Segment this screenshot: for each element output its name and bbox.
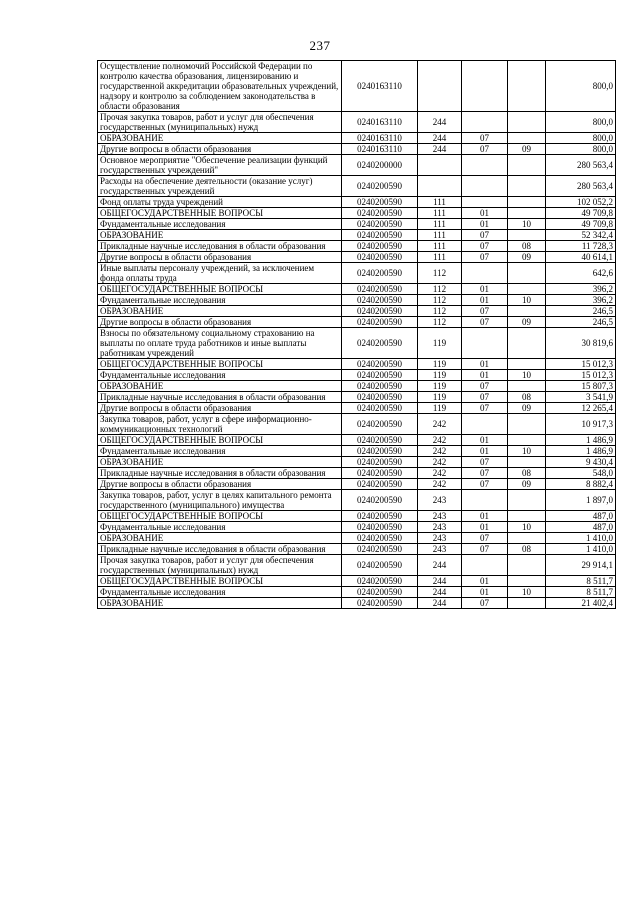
target-article-cell: 0240200590 xyxy=(342,479,418,490)
row-name-cell: ОБЩЕГОСУДАРСТВЕННЫЕ ВОПРОСЫ xyxy=(98,284,342,295)
target-article-cell: 0240200590 xyxy=(342,370,418,381)
amount-cell: 9 430,4 xyxy=(546,457,616,468)
target-article-cell: 0240163110 xyxy=(342,61,418,112)
subsection-cell xyxy=(508,284,546,295)
row-name-cell: Прикладные научные исследования в области образования xyxy=(98,241,342,252)
table-row xyxy=(98,435,616,446)
table-row xyxy=(98,241,616,252)
subsection-cell: 10 xyxy=(508,446,546,457)
table-row xyxy=(98,219,616,230)
row-name-cell: Расходы на обеспечение деятельности (оказание услуг) государственных учреждений xyxy=(98,176,342,197)
subsection-cell xyxy=(508,381,546,392)
amount-cell: 12 265,4 xyxy=(546,403,616,414)
row-name-cell: Фонд оплаты труда учреждений xyxy=(98,197,342,208)
target-article-cell: 0240200590 xyxy=(342,328,418,359)
row-name-cell: ОБРАЗОВАНИЕ xyxy=(98,457,342,468)
row-name-cell: Осуществление полномочий Российской Федерации по контролю качества образования, лицензированию и государственной аккредитации образовательных учреждений, надзору и контролю за соблюдением законодательства в области образования xyxy=(98,61,342,112)
expense-type-cell: 119 xyxy=(418,370,462,381)
target-article-cell: 0240200590 xyxy=(342,435,418,446)
section-cell: 07 xyxy=(462,392,508,403)
row-name-cell: Фундаментальные исследования xyxy=(98,446,342,457)
subsection-cell xyxy=(508,197,546,208)
expense-type-cell: 242 xyxy=(418,468,462,479)
target-article-cell: 0240200590 xyxy=(342,522,418,533)
table-row xyxy=(98,284,616,295)
expense-type-cell: 243 xyxy=(418,490,462,511)
subsection-cell xyxy=(508,230,546,241)
table-row xyxy=(98,306,616,317)
amount-cell: 487,0 xyxy=(546,522,616,533)
row-name-cell: Другие вопросы в области образования xyxy=(98,403,342,414)
table-row xyxy=(98,317,616,328)
expense-type-cell: 119 xyxy=(418,328,462,359)
section-cell: 01 xyxy=(462,359,508,370)
target-article-cell: 0240200590 xyxy=(342,587,418,598)
subsection-cell xyxy=(508,414,546,435)
amount-cell: 21 402,4 xyxy=(546,598,616,609)
amount-cell: 246,5 xyxy=(546,306,616,317)
expense-type-cell: 112 xyxy=(418,306,462,317)
subsection-cell: 08 xyxy=(508,241,546,252)
table-row xyxy=(98,197,616,208)
expense-type-cell xyxy=(418,176,462,197)
section-cell: 07 xyxy=(462,306,508,317)
amount-cell: 280 563,4 xyxy=(546,155,616,176)
expense-type-cell: 243 xyxy=(418,522,462,533)
table-row xyxy=(98,359,616,370)
table-row xyxy=(98,230,616,241)
amount-cell: 800,0 xyxy=(546,112,616,133)
subsection-cell: 08 xyxy=(508,544,546,555)
row-name-cell: Другие вопросы в области образования xyxy=(98,144,342,155)
target-article-cell: 0240200590 xyxy=(342,208,418,219)
section-cell: 07 xyxy=(462,252,508,263)
row-name-cell: ОБЩЕГОСУДАРСТВЕННЫЕ ВОПРОСЫ xyxy=(98,435,342,446)
expense-type-cell: 244 xyxy=(418,144,462,155)
expense-type-cell: 111 xyxy=(418,230,462,241)
expense-type-cell: 243 xyxy=(418,533,462,544)
amount-cell: 8 511,7 xyxy=(546,576,616,587)
subsection-cell xyxy=(508,555,546,576)
subsection-cell xyxy=(508,533,546,544)
amount-cell: 15 012,3 xyxy=(546,359,616,370)
section-cell: 01 xyxy=(462,522,508,533)
expense-type-cell: 119 xyxy=(418,392,462,403)
subsection-cell: 09 xyxy=(508,144,546,155)
expense-type-cell: 112 xyxy=(418,295,462,306)
amount-cell: 8 511,7 xyxy=(546,587,616,598)
subsection-cell xyxy=(508,328,546,359)
section-cell xyxy=(462,61,508,112)
subsection-cell: 08 xyxy=(508,392,546,403)
expense-type-cell: 111 xyxy=(418,197,462,208)
amount-cell: 548,0 xyxy=(546,468,616,479)
table-row xyxy=(98,133,616,144)
row-name-cell: ОБЩЕГОСУДАРСТВЕННЫЕ ВОПРОСЫ xyxy=(98,511,342,522)
amount-cell: 1 897,0 xyxy=(546,490,616,511)
row-name-cell: ОБЩЕГОСУДАРСТВЕННЫЕ ВОПРОСЫ xyxy=(98,576,342,587)
amount-cell: 102 052,2 xyxy=(546,197,616,208)
row-name-cell: Фундаментальные исследования xyxy=(98,587,342,598)
amount-cell: 29 914,1 xyxy=(546,555,616,576)
table-row xyxy=(98,381,616,392)
amount-cell: 642,6 xyxy=(546,263,616,284)
table-row xyxy=(98,176,616,197)
table-row xyxy=(98,576,616,587)
subsection-cell xyxy=(508,457,546,468)
section-cell: 07 xyxy=(462,544,508,555)
table-row xyxy=(98,544,616,555)
table-row xyxy=(98,263,616,284)
expense-type-cell xyxy=(418,155,462,176)
table-row xyxy=(98,457,616,468)
expense-type-cell: 242 xyxy=(418,414,462,435)
section-cell xyxy=(462,176,508,197)
subsection-cell xyxy=(508,576,546,587)
target-article-cell: 0240163110 xyxy=(342,144,418,155)
amount-cell: 246,5 xyxy=(546,317,616,328)
section-cell: 07 xyxy=(462,230,508,241)
row-name-cell: Основное мероприятие "Обеспечение реализации функций государственных учреждений" xyxy=(98,155,342,176)
subsection-cell: 10 xyxy=(508,522,546,533)
amount-cell: 49 709,8 xyxy=(546,208,616,219)
expense-type-cell xyxy=(418,61,462,112)
table-row xyxy=(98,533,616,544)
table-row xyxy=(98,252,616,263)
row-name-cell: Взносы по обязательному социальному страхованию на выплаты по оплате труда работников и иные выплаты работникам учреждений xyxy=(98,328,342,359)
subsection-cell xyxy=(508,598,546,609)
target-article-cell: 0240200590 xyxy=(342,555,418,576)
table-row xyxy=(98,490,616,511)
section-cell: 01 xyxy=(462,576,508,587)
row-name-cell: Фундаментальные исследования xyxy=(98,219,342,230)
row-name-cell: Фундаментальные исследования xyxy=(98,295,342,306)
target-article-cell: 0240200590 xyxy=(342,490,418,511)
section-cell: 01 xyxy=(462,435,508,446)
target-article-cell: 0240200590 xyxy=(342,457,418,468)
amount-cell: 1 410,0 xyxy=(546,544,616,555)
row-name-cell: Прикладные научные исследования в области образования xyxy=(98,544,342,555)
section-cell: 01 xyxy=(462,370,508,381)
expense-type-cell: 112 xyxy=(418,284,462,295)
subsection-cell: 10 xyxy=(508,370,546,381)
target-article-cell: 0240200590 xyxy=(342,359,418,370)
subsection-cell xyxy=(508,511,546,522)
amount-cell: 800,0 xyxy=(546,144,616,155)
table-row xyxy=(98,370,616,381)
table-row xyxy=(98,446,616,457)
subsection-cell xyxy=(508,263,546,284)
target-article-cell: 0240163110 xyxy=(342,133,418,144)
table-row xyxy=(98,414,616,435)
target-article-cell: 0240200590 xyxy=(342,576,418,587)
section-cell xyxy=(462,490,508,511)
table-row xyxy=(98,61,616,112)
section-cell: 07 xyxy=(462,403,508,414)
amount-cell: 487,0 xyxy=(546,511,616,522)
expense-type-cell: 244 xyxy=(418,587,462,598)
section-cell xyxy=(462,328,508,359)
expense-type-cell: 242 xyxy=(418,479,462,490)
subsection-cell: 09 xyxy=(508,479,546,490)
section-cell: 01 xyxy=(462,208,508,219)
target-article-cell: 0240200590 xyxy=(342,306,418,317)
expense-type-cell: 244 xyxy=(418,598,462,609)
subsection-cell xyxy=(508,176,546,197)
subsection-cell: 10 xyxy=(508,295,546,306)
target-article-cell: 0240200590 xyxy=(342,403,418,414)
table-row xyxy=(98,392,616,403)
subsection-cell xyxy=(508,133,546,144)
table-row xyxy=(98,468,616,479)
section-cell: 01 xyxy=(462,511,508,522)
row-name-cell: ОБЩЕГОСУДАРСТВЕННЫЕ ВОПРОСЫ xyxy=(98,359,342,370)
table-row xyxy=(98,112,616,133)
section-cell: 07 xyxy=(462,241,508,252)
section-cell xyxy=(462,197,508,208)
target-article-cell: 0240200590 xyxy=(342,197,418,208)
subsection-cell: 08 xyxy=(508,468,546,479)
target-article-cell: 0240200590 xyxy=(342,544,418,555)
expense-type-cell: 244 xyxy=(418,576,462,587)
amount-cell: 30 819,6 xyxy=(546,328,616,359)
target-article-cell: 0240200590 xyxy=(342,230,418,241)
section-cell: 07 xyxy=(462,533,508,544)
row-name-cell: Прикладные научные исследования в области образования xyxy=(98,392,342,403)
expense-type-cell: 119 xyxy=(418,359,462,370)
amount-cell: 396,2 xyxy=(546,284,616,295)
amount-cell: 280 563,4 xyxy=(546,176,616,197)
row-name-cell: Прочая закупка товаров, работ и услуг для обеспечения государственных (муниципальных) нужд xyxy=(98,555,342,576)
section-cell: 07 xyxy=(462,479,508,490)
row-name-cell: ОБРАЗОВАНИЕ xyxy=(98,230,342,241)
table-row xyxy=(98,511,616,522)
subsection-cell xyxy=(508,112,546,133)
row-name-cell: Закупка товаров, работ, услуг в сфере информационно-коммуникационных технологий xyxy=(98,414,342,435)
expense-type-cell: 111 xyxy=(418,208,462,219)
subsection-cell xyxy=(508,359,546,370)
row-name-cell: Фундаментальные исследования xyxy=(98,370,342,381)
amount-cell: 11 728,3 xyxy=(546,241,616,252)
row-name-cell: ОБЩЕГОСУДАРСТВЕННЫЕ ВОПРОСЫ xyxy=(98,208,342,219)
target-article-cell: 0240163110 xyxy=(342,112,418,133)
subsection-cell xyxy=(508,490,546,511)
amount-cell: 49 709,8 xyxy=(546,219,616,230)
section-cell: 01 xyxy=(462,284,508,295)
section-cell xyxy=(462,414,508,435)
amount-cell: 800,0 xyxy=(546,61,616,112)
section-cell: 01 xyxy=(462,295,508,306)
expense-type-cell: 244 xyxy=(418,555,462,576)
expense-type-cell: 112 xyxy=(418,263,462,284)
row-name-cell: ОБРАЗОВАНИЕ xyxy=(98,598,342,609)
amount-cell: 8 882,4 xyxy=(546,479,616,490)
subsection-cell xyxy=(508,61,546,112)
section-cell: 07 xyxy=(462,133,508,144)
target-article-cell: 0240200590 xyxy=(342,533,418,544)
row-name-cell: Фундаментальные исследования xyxy=(98,522,342,533)
amount-cell: 396,2 xyxy=(546,295,616,306)
table-row xyxy=(98,587,616,598)
section-cell: 07 xyxy=(462,457,508,468)
section-cell: 07 xyxy=(462,468,508,479)
table-row xyxy=(98,295,616,306)
target-article-cell: 0240200590 xyxy=(342,381,418,392)
section-cell: 01 xyxy=(462,219,508,230)
table-row xyxy=(98,522,616,533)
section-cell: 01 xyxy=(462,446,508,457)
expense-type-cell: 243 xyxy=(418,511,462,522)
row-name-cell: Прикладные научные исследования в области образования xyxy=(98,468,342,479)
section-cell: 07 xyxy=(462,144,508,155)
expense-type-cell: 243 xyxy=(418,544,462,555)
amount-cell: 3 541,9 xyxy=(546,392,616,403)
target-article-cell: 0240200590 xyxy=(342,468,418,479)
subsection-cell: 09 xyxy=(508,252,546,263)
table-row xyxy=(98,155,616,176)
expense-type-cell: 119 xyxy=(418,381,462,392)
target-article-cell: 0240200000 xyxy=(342,155,418,176)
subsection-cell: 10 xyxy=(508,219,546,230)
expense-type-cell: 119 xyxy=(418,403,462,414)
table-row xyxy=(98,555,616,576)
page-number: 237 xyxy=(309,38,331,53)
row-name-cell: ОБРАЗОВАНИЕ xyxy=(98,133,342,144)
subsection-cell: 10 xyxy=(508,587,546,598)
amount-cell: 1 486,9 xyxy=(546,446,616,457)
table-row xyxy=(98,403,616,414)
row-name-cell: Закупка товаров, работ, услуг в целях капитального ремонта государственного (муниципального) имущества xyxy=(98,490,342,511)
subsection-cell xyxy=(508,155,546,176)
row-name-cell: Иные выплаты персоналу учреждений, за исключением фонда оплаты труда xyxy=(98,263,342,284)
section-cell: 07 xyxy=(462,317,508,328)
target-article-cell: 0240200590 xyxy=(342,219,418,230)
expense-type-cell: 111 xyxy=(418,219,462,230)
table-row xyxy=(98,328,616,359)
target-article-cell: 0240200590 xyxy=(342,263,418,284)
amount-cell: 15 807,3 xyxy=(546,381,616,392)
expense-type-cell: 242 xyxy=(418,457,462,468)
row-name-cell: ОБРАЗОВАНИЕ xyxy=(98,306,342,317)
row-name-cell: Прочая закупка товаров, работ и услуг для обеспечения государственных (муниципальных) нужд xyxy=(98,112,342,133)
table-row xyxy=(98,479,616,490)
amount-cell: 1 410,0 xyxy=(546,533,616,544)
target-article-cell: 0240200590 xyxy=(342,446,418,457)
section-cell xyxy=(462,112,508,133)
table-row xyxy=(98,144,616,155)
target-article-cell: 0240200590 xyxy=(342,511,418,522)
subsection-cell: 09 xyxy=(508,317,546,328)
target-article-cell: 0240200590 xyxy=(342,241,418,252)
row-name-cell: ОБРАЗОВАНИЕ xyxy=(98,381,342,392)
expense-type-cell: 244 xyxy=(418,133,462,144)
row-name-cell: ОБРАЗОВАНИЕ xyxy=(98,533,342,544)
table-row xyxy=(98,598,616,609)
target-article-cell: 0240200590 xyxy=(342,295,418,306)
expense-type-cell: 244 xyxy=(418,112,462,133)
subsection-cell xyxy=(508,435,546,446)
table-row xyxy=(98,208,616,219)
target-article-cell: 0240200590 xyxy=(342,176,418,197)
section-cell xyxy=(462,263,508,284)
section-cell: 07 xyxy=(462,381,508,392)
amount-cell: 15 012,3 xyxy=(546,370,616,381)
amount-cell: 1 486,9 xyxy=(546,435,616,446)
budget-table xyxy=(97,60,616,609)
target-article-cell: 0240200590 xyxy=(342,392,418,403)
expense-type-cell: 112 xyxy=(418,317,462,328)
target-article-cell: 0240200590 xyxy=(342,414,418,435)
expense-type-cell: 111 xyxy=(418,252,462,263)
target-article-cell: 0240200590 xyxy=(342,284,418,295)
subsection-cell xyxy=(508,208,546,219)
row-name-cell: Другие вопросы в области образования xyxy=(98,317,342,328)
target-article-cell: 0240200590 xyxy=(342,317,418,328)
amount-cell: 800,0 xyxy=(546,133,616,144)
section-cell xyxy=(462,155,508,176)
expense-type-cell: 242 xyxy=(418,446,462,457)
amount-cell: 52 342,4 xyxy=(546,230,616,241)
expense-type-cell: 242 xyxy=(418,435,462,446)
target-article-cell: 0240200590 xyxy=(342,252,418,263)
target-article-cell: 0240200590 xyxy=(342,598,418,609)
row-name-cell: Другие вопросы в области образования xyxy=(98,252,342,263)
amount-cell: 10 917,3 xyxy=(546,414,616,435)
budget-table-body xyxy=(98,61,616,609)
expense-type-cell: 111 xyxy=(418,241,462,252)
subsection-cell: 09 xyxy=(508,403,546,414)
section-cell xyxy=(462,555,508,576)
section-cell: 01 xyxy=(462,587,508,598)
amount-cell: 40 614,1 xyxy=(546,252,616,263)
section-cell: 07 xyxy=(462,598,508,609)
row-name-cell: Другие вопросы в области образования xyxy=(98,479,342,490)
subsection-cell xyxy=(508,306,546,317)
